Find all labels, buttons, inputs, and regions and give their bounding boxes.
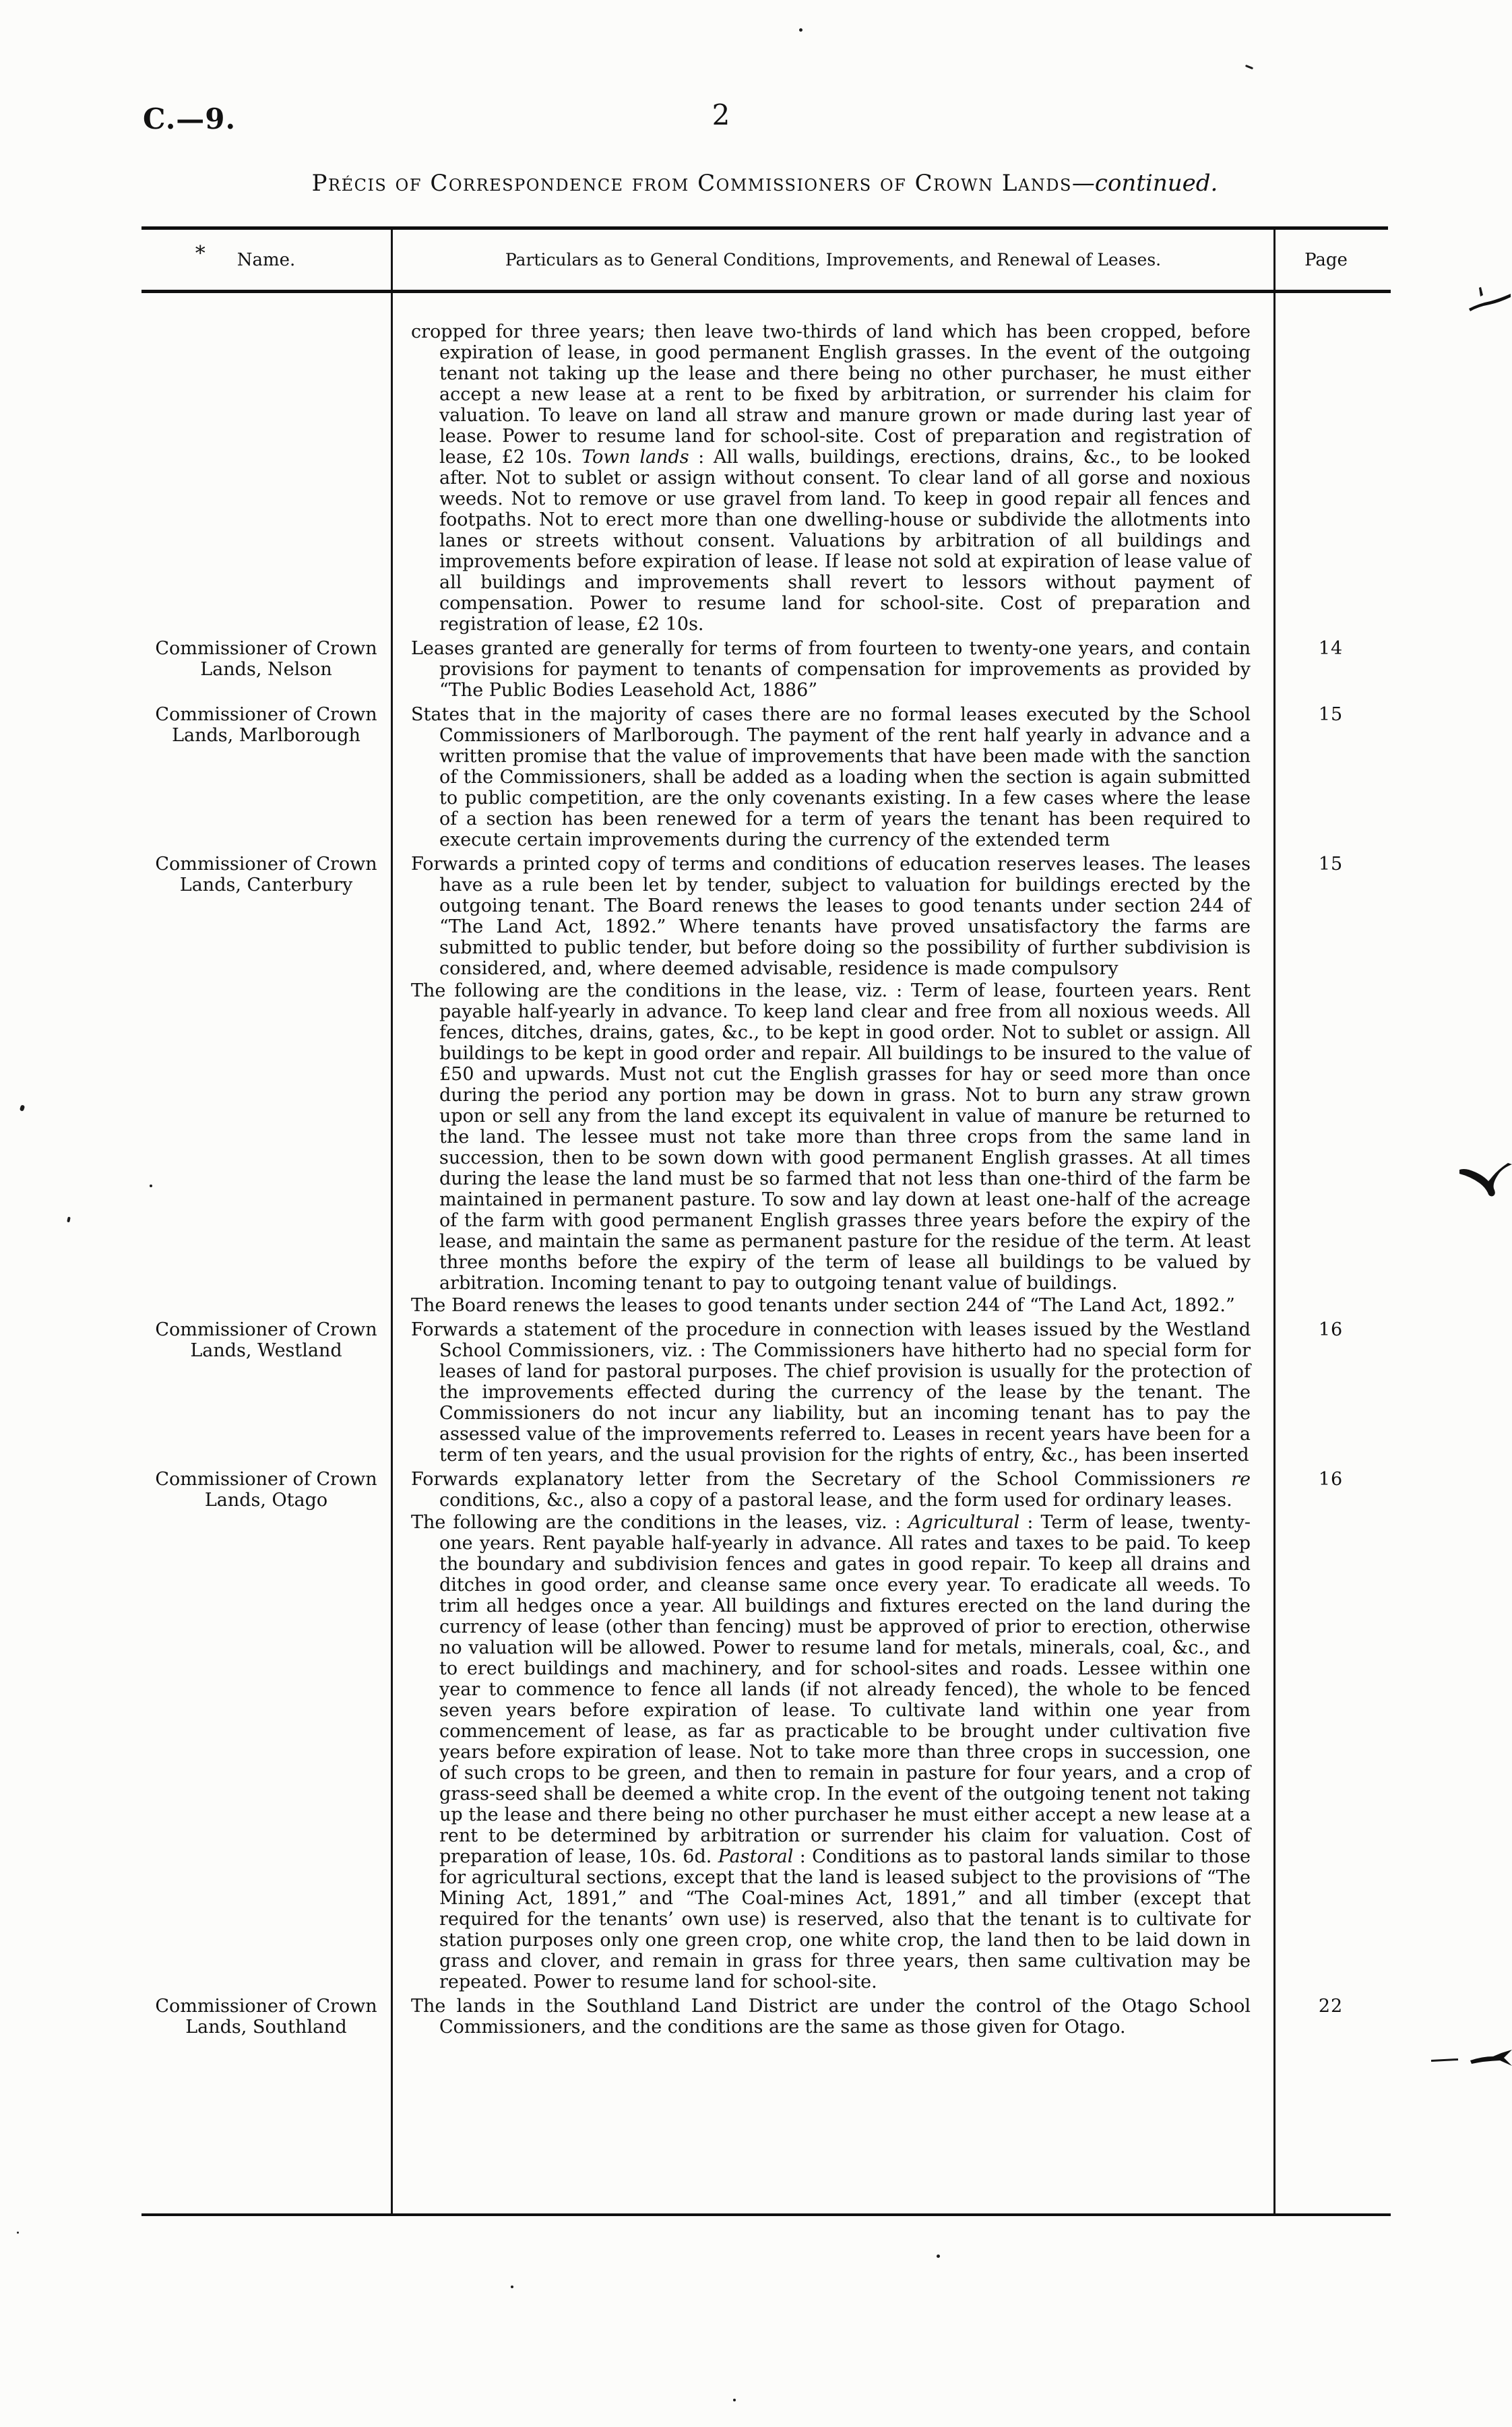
particulars-paragraph: cropped for three years; then leave two-thirds of land which has been cropped, before expiration of lease, in good permanent English grasses. In the event of the outgoing tenant not taking up the lease and there being no other purchaser, he must either accept a new lease at a rent to be fixed by arbitration, or surrender his claim for valuation. To leave on land all straw and manure grown or made during last year of lease. Power to resume land for school-site. Cost of preparation and registration of lease, £2 10s. Town lands : All walls, buildings, erections, drains, &c., to be looked after. Not to sublet or assign without consent. To clear land of all gorse and noxious weeds. Not to remove or use gravel from land. To keep in good repair all fences and footpaths. Not to erect more than one dwelling-house or subdivide the allotments into lanes or streets without consent. Valuations by arbitration of all buildings and improvements before expiration of lease. If lease not sold at expiration of lease value of all buildings and improvements shall revert to lessors without payment of compensation. Power to resume land for school-site. Cost of preparation and registration of lease, £2 10s.	[411, 321, 1251, 635]
name-line-2: Lands, Southland	[185, 2017, 347, 2038]
ink-speck	[1245, 65, 1253, 69]
particulars-cell	[391, 1319, 1273, 1465]
name-line-1: Commissioner of Crown	[155, 704, 377, 725]
ink-speck	[17, 2232, 19, 2234]
table-row-continuation	[141, 321, 1388, 635]
pen-mark-check-right	[1459, 1163, 1512, 1199]
column-header-page: Page	[1304, 249, 1348, 270]
ink-speck	[511, 2286, 513, 2288]
name-header-label: Name.	[237, 249, 296, 270]
particulars-paragraph: The lands in the Southland Land District are under the control of the Otago School Commissioners, and the conditions are the same as those given for Otago.	[411, 1996, 1251, 2038]
page-title-continued: continued.	[1094, 170, 1218, 197]
particulars-cell	[391, 321, 1273, 635]
page-ref: 16	[1318, 1469, 1344, 1490]
name-line-1: Commissioner of Crown	[155, 1469, 377, 1490]
ink-speck	[799, 28, 802, 32]
page-title-dash: —	[1071, 170, 1095, 197]
name-line-1: Commissioner of Crown	[155, 638, 377, 659]
particulars-paragraph: Forwards explanatory letter from the Secretary of the School Commissioners re conditions, &c., also a copy of a pastoral lease, and the form used for ordinary leases.	[411, 1469, 1251, 1511]
pen-mark-dash-right-thin	[1431, 2058, 1458, 2062]
name-line-1: Commissioner of Crown	[155, 854, 377, 875]
page-title-main: Précis of Correspondence from Commissioners of Crown Lands	[311, 170, 1072, 197]
particulars-cell	[391, 704, 1273, 850]
name-line-1: Commissioner of Crown	[155, 1996, 377, 2017]
name-line-2: Lands, Westland	[190, 1340, 342, 1361]
page-ref: 15	[1318, 704, 1344, 725]
particulars-paragraph: Leases granted are generally for terms of from fourteen to twenty-one years, and contain provisions for payment to tenants of compensation for improvements as provided by “The Public Bodies Leasehold Act, 1886”	[411, 638, 1251, 701]
document-reference: C.—9.	[143, 102, 237, 135]
table-row-marlborough	[141, 704, 1388, 850]
particulars-paragraph: Forwards a statement of the procedure in connection with leases issued by the Westland School Commissioners, viz. : The Commissioners have hitherto had no special form for leases of land for pastoral purposes. The chief provision is usually for the protection of the improvements effected during the currency of the lease by the tenant. The Commissioners do not incur any liability, but an incoming tenant has to pay the assessed value of the improvements referred to. Leases in recent years have been for a term of ten years, and the usual provision for the rights of entry, &c., has been inserted	[411, 1319, 1251, 1465]
table-row-otago	[141, 1469, 1388, 1992]
column-header-particulars: Particulars as to General Conditions, Improvements, and Renewal of Leases.	[505, 250, 1162, 270]
table-row-southland	[141, 1996, 1388, 2038]
ink-speck	[67, 1217, 71, 1223]
commissioner-name	[141, 1469, 391, 1511]
body-column-divider-1	[391, 293, 393, 2213]
table-row-westland	[141, 1319, 1388, 1465]
page-title	[141, 170, 1388, 197]
particulars-cell	[391, 638, 1273, 701]
name-line-2: Lands, Nelson	[200, 659, 332, 680]
ink-speck	[20, 1104, 25, 1111]
table-bottom-rule	[141, 2213, 1391, 2216]
particulars-cell	[391, 1469, 1273, 1992]
ink-speck	[937, 2255, 940, 2258]
table-row-canterbury	[141, 854, 1388, 1316]
particulars-cell	[391, 854, 1273, 1316]
body-column-divider-2	[1273, 293, 1275, 2213]
ink-speck	[733, 2399, 736, 2401]
particulars-paragraph: States that in the majority of cases there are no formal leases executed by the School Commissioners of Marlborough. The payment of the rent half yearly in advance and a written promise that the value of improvements that have been made with the sanction of the Commissioners, shall be added as a loading when the section is again submitted to public competition, are the only covenants existing. In a few cases where the lease of a section has been renewed for a term of years the tenant has been required to execute certain improvements during the currency of the extended term	[411, 704, 1251, 850]
page-ref: 16	[1318, 1319, 1344, 1340]
commissioner-name	[141, 638, 391, 680]
particulars-cell	[391, 1996, 1273, 2038]
commissioner-name	[141, 1996, 391, 2038]
name-header-asterisk: *	[195, 241, 206, 265]
particulars-paragraph: The following are the conditions in the lease, viz. : Term of lease, fourteen years. Rent payable half-yearly in advance. To keep land clear and free from all noxious weeds. All fences, ditches, drains, gates, &c., to be kept in good order. Not to sublet or assign. All buildings to be kept in good order and repair. All buildings to be insured to the value of £50 and upwards. Must not cut the English grasses for hay or seed more than once during the period any portion may be down in grass. Not to burn any straw grown upon or sell any from the land except its equivalent in value of manure be returned to the land. The lessee must not take more than three crops from the same land in succession, then to be sown down with good permanent English grasses. At all times during the lease the land must be so farmed that not less than one-third of the farm be maintained in permanent pasture. To sow and lay down at least one-half of the acreage of the farm with good permanent English grasses three years before the expiry of the lease, and maintain the same as permanent pasture for the residue of the term. At least three months before the expiry of the term of lease all buildings to be valued by arbitration. Incoming tenant to pay to outgoing tenant value of buildings.	[411, 980, 1251, 1294]
name-line-1: Commissioner of Crown	[155, 1319, 377, 1340]
page-ref: 22	[1318, 1996, 1344, 2017]
table-row-nelson	[141, 638, 1388, 701]
ink-speck	[150, 1185, 152, 1187]
page-ref: 14	[1318, 638, 1344, 659]
page-ref: 15	[1318, 854, 1344, 875]
commissioner-name	[141, 1319, 391, 1361]
particulars-paragraph: The Board renews the leases to good tenants under section 244 of “The Land Act, 1892.”	[411, 1295, 1235, 1316]
particulars-paragraph: Forwards a printed copy of terms and conditions of education reserves leases. The leases have as a rule been let by tender, subject to valuation for buildings erected by the outgoing tenant. The Board renews the leases to good tenants under section 244 of “The Land Act, 1892.” Where tenants have proved unsatisfactory the farms are submitted to public tender, but before doing so the possibility of further subdivision is considered, and, where deemed advisable, residence is made compulsory	[411, 854, 1251, 979]
folio-page-number: 2	[712, 98, 730, 131]
table-body	[141, 293, 1388, 2213]
pen-mark-top-right	[1468, 283, 1512, 314]
column-header-name	[141, 230, 391, 290]
particulars-paragraph: The following are the conditions in the leases, viz. : Agricultural : Term of lease, twenty-one years. Rent payable half-yearly in advance. All rates and taxes to be paid. To keep the boundary and subdivision fences and gates in good repair. To keep all drains and ditches in good order, and cleanse same once every year. To eradicate all weeds. To trim all hedges once a year. All buildings and fixtures erected on the land during the currency of lease (other than fencing) must be approved of prior to erection, otherwise no valuation will be allowed. Power to resume land for metals, minerals, coal, &c., and to erect buildings and machinery, and for school-sites and roads. Lessee within one year to commence to fence all lands (if not already fenced), the whole to be fenced seven years before expiration of lease. To cultivate land within one year from commencement of lease, as far as practicable to be brought under cultivation five years before expiration of lease. Not to take more than three crops in succession, one of such crops to be green, and then to remain in pasture for four years, and a crop of grass-seed shall be deemed a white crop. In the event of the outgoing tenent not taking up the lease and there being no other purchaser he must either accept a new lease at a rent to be determined by arbitration or surrender his claim for valuation. Cost of preparation of lease, 10s. 6d. Pastoral : Conditions as to pastoral lands similar to those for agricultural sections, except that the land is leased subject to the provisions of “The Mining Act, 1891,” and “The Coal-mines Act, 1891,” and all timber (except that required for the tenants’ own use) is reserved, also that the tenant is to cultivate for station purposes only one green crop, one white crop, the land then to be laid down in grass and clover, and remain in grass for three years, then same cultivation may be repeated. Power to resume land for school-site.	[411, 1512, 1251, 1992]
name-line-2: Lands, Marlborough	[172, 725, 360, 746]
commissioner-name	[141, 704, 391, 746]
name-line-2: Lands, Otago	[204, 1490, 328, 1511]
commissioner-name	[141, 854, 391, 895]
pen-mark-dash-right-thick	[1470, 2048, 1512, 2070]
name-line-2: Lands, Canterbury	[179, 875, 353, 895]
